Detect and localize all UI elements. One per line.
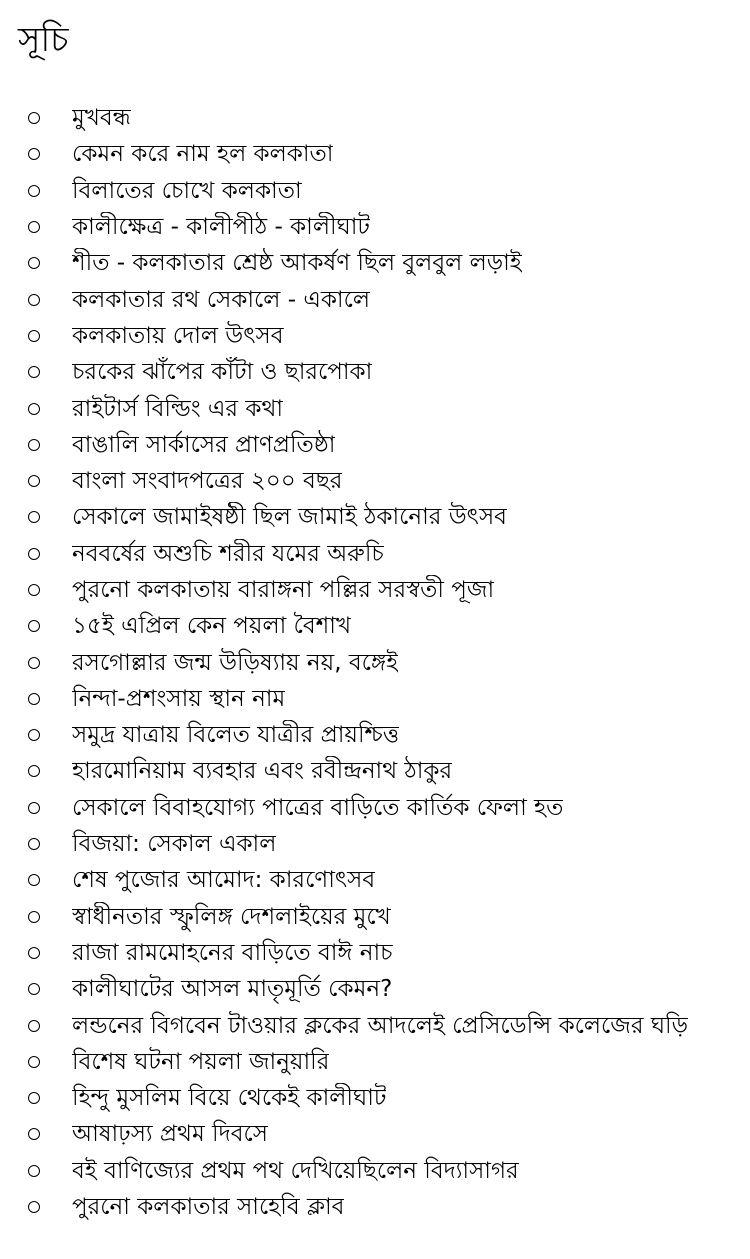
- list-item: [0, 1189, 750, 1225]
- list-item: [0, 173, 750, 209]
- circle-bullet-icon: [28, 1201, 40, 1213]
- list-item: [0, 572, 750, 608]
- list-item-label: রসগোল্লার জন্ম উড়িষ্যায় নয়, বঙ্গেই: [72, 649, 399, 676]
- list-item-label: আষাঢ়স্য প্রথম দিবসে: [72, 1121, 268, 1148]
- list-item: [0, 644, 750, 680]
- list-item: [0, 1007, 750, 1043]
- circle-bullet-icon: [28, 439, 40, 451]
- list-item-label: কলকাতার রথ সেকালে - একালে: [72, 286, 370, 313]
- circle-bullet-icon: [28, 257, 40, 269]
- list-item: [0, 463, 750, 499]
- list-item: [0, 935, 750, 971]
- list-item-label: কেমন করে নাম হল কলকাতা: [72, 141, 334, 168]
- list-item: [0, 899, 750, 935]
- circle-bullet-icon: [28, 148, 40, 160]
- list-item-label: হারমোনিয়াম ব্যবহার এবং রবীন্দ্রনাথ ঠাকুর: [72, 758, 453, 785]
- list-item: [0, 209, 750, 245]
- circle-bullet-icon: [28, 1056, 40, 1068]
- list-item-label: বিজয়া: সেকাল একাল: [72, 831, 277, 858]
- list-item-label: হিন্দু মুসলিম বিয়ে থেকেই কালীঘাট: [72, 1085, 387, 1112]
- circle-bullet-icon: [28, 729, 40, 741]
- circle-bullet-icon: [28, 511, 40, 523]
- list-item-label: চরকের ঝাঁপের কাঁটা ও ছারপোকা: [72, 359, 373, 386]
- list-item-label: কলকাতায় দোল উৎসব: [72, 322, 284, 349]
- list-item-label: সেকালে বিবাহযোগ্য পাত্রের বাড়িতে কার্তিক ফেলা হত: [72, 794, 564, 821]
- list-item: [0, 1153, 750, 1189]
- list-item: [0, 245, 750, 281]
- list-item: [0, 790, 750, 826]
- circle-bullet-icon: [28, 657, 40, 669]
- list-item: [0, 318, 750, 354]
- list-item-label: ১৫ই এপ্রিল কেন পয়লা বৈশাখ: [72, 613, 352, 640]
- list-item-label: লন্ডনের বিগবেন টাওয়ার ক্লকের আদলেই প্রেসিডেন্সি কলেজের ঘড়ি: [72, 1012, 689, 1039]
- list-item-label: মুখবন্ধ: [72, 105, 131, 132]
- list-item: [0, 862, 750, 898]
- list-item-label: রাজা রামমোহনের বাড়িতে বাঈ নাচ: [72, 939, 393, 966]
- list-item-label: বাঙালি সার্কাসের প্রাণপ্রতিষ্ঠা: [72, 431, 336, 458]
- list-item: [0, 100, 750, 136]
- circle-bullet-icon: [28, 1020, 40, 1032]
- list-item-label: পুরনো কলকাতায় বারাঙ্গনা পল্লির সরস্বতী পূজা: [72, 577, 495, 603]
- list-item-label: শীত - কলকাতার শ্রেষ্ঠ আকর্ষণ ছিল বুলবুল লড়াই: [72, 250, 522, 277]
- list-item-label: রাইটার্স বিল্ডিং এর কথা: [72, 395, 284, 422]
- circle-bullet-icon: [28, 765, 40, 777]
- circle-bullet-icon: [28, 403, 40, 415]
- circle-bullet-icon: [28, 294, 40, 306]
- circle-bullet-icon: [28, 112, 40, 124]
- page-title: সূচি: [18, 20, 69, 60]
- list-item: [0, 427, 750, 463]
- list-item: [0, 1044, 750, 1080]
- list-item-label: বই বাণিজ্যের প্রথম পথ দেখিয়েছিলেন বিদ্যাসাগর: [72, 1157, 519, 1184]
- circle-bullet-icon: [28, 475, 40, 487]
- list-item: [0, 1116, 750, 1152]
- circle-bullet-icon: [28, 620, 40, 632]
- circle-bullet-icon: [28, 802, 40, 814]
- circle-bullet-icon: [28, 1092, 40, 1104]
- list-item-label: নিন্দা-প্রশংসায় স্থান নাম: [72, 685, 286, 712]
- list-item-label: বাংলা সংবাদপত্রের ২০০ বছর: [72, 468, 343, 495]
- list-item-label: সমুদ্র যাত্রায় বিলেত যাত্রীর প্রায়শ্চিত্ত: [72, 722, 400, 749]
- list-item: [0, 354, 750, 390]
- circle-bullet-icon: [28, 1165, 40, 1177]
- list-item: [0, 499, 750, 535]
- list-item: [0, 536, 750, 572]
- circle-bullet-icon: [28, 584, 40, 596]
- circle-bullet-icon: [28, 693, 40, 705]
- list-item-label: বিশেষ ঘটনা পয়লা জানুয়ারি: [72, 1048, 330, 1075]
- list-item: [0, 681, 750, 717]
- list-item-label: কালীক্ষেত্র - কালীপীঠ - কালীঘাট: [72, 214, 370, 241]
- list-item: [0, 971, 750, 1007]
- list-item: [0, 390, 750, 426]
- circle-bullet-icon: [28, 1128, 40, 1140]
- list-item-label: বিলাতের চোখে কলকাতা: [72, 177, 302, 204]
- circle-bullet-icon: [28, 911, 40, 923]
- list-item-label: সেকালে জামাইষষ্ঠী ছিল জামাই ঠকানোর উৎসব: [72, 504, 507, 531]
- circle-bullet-icon: [28, 330, 40, 342]
- list-item-label: নববর্ষের অশুচি শরীর যমের অরুচি: [72, 540, 384, 567]
- circle-bullet-icon: [28, 185, 40, 197]
- list-item: [0, 281, 750, 317]
- list-item: [0, 136, 750, 172]
- circle-bullet-icon: [28, 874, 40, 886]
- list-item: [0, 717, 750, 753]
- list-item: [0, 608, 750, 644]
- circle-bullet-icon: [28, 838, 40, 850]
- list-item-label: শেষ পুজোর আমোদ: কারণোৎসব: [72, 867, 376, 894]
- circle-bullet-icon: [28, 548, 40, 560]
- list-item-label: পুরনো কলকাতার সাহেবি ক্লাব: [72, 1194, 345, 1221]
- list-item-label: স্বাধীনতার স্ফুলিঙ্গ দেশলাইয়ের মুখে: [72, 903, 391, 930]
- list-item: [0, 826, 750, 862]
- circle-bullet-icon: [28, 366, 40, 378]
- circle-bullet-icon: [28, 221, 40, 233]
- list-item: [0, 753, 750, 789]
- list-item: [0, 1080, 750, 1116]
- circle-bullet-icon: [28, 983, 40, 995]
- circle-bullet-icon: [28, 947, 40, 959]
- list-item-label: কালীঘাটের আসল মাতৃমূর্তি কেমন?: [72, 976, 393, 1003]
- toc-list: [0, 100, 750, 1225]
